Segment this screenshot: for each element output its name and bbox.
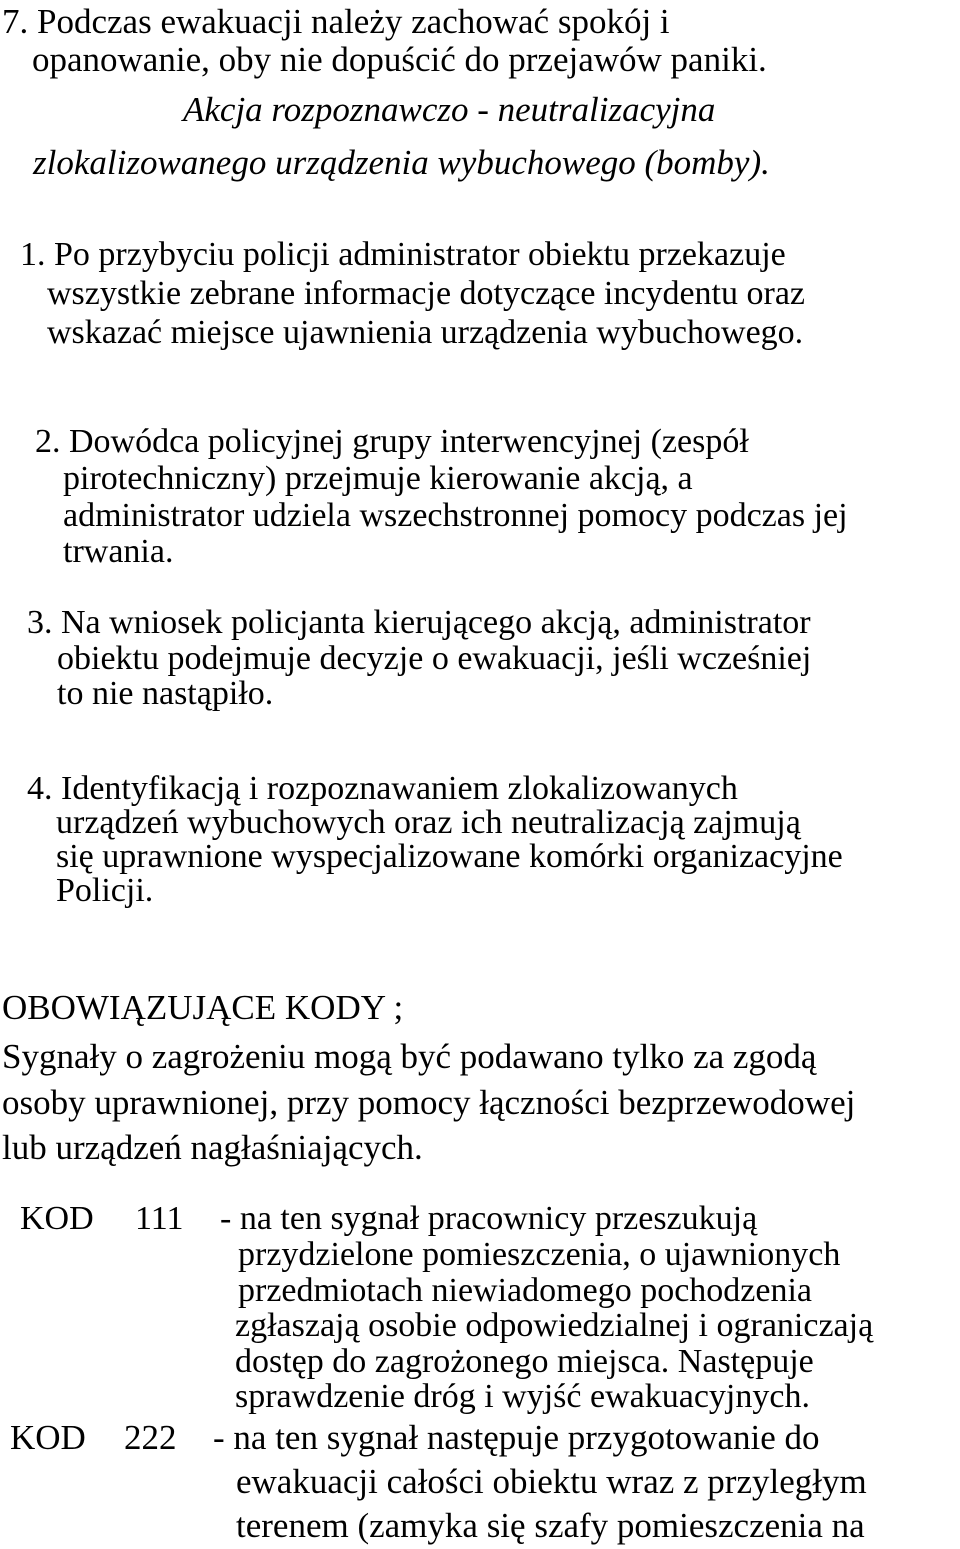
code-222-line-2: ewakuacji całości obiektu wraz z przyległym [236,1462,867,1501]
codes-intro-line-1: Sygnały o zagrożeniu mogą być podawano tylko za zgodą [2,1037,817,1076]
codes-intro-line-3: lub urządzeń nagłaśniających. [2,1128,423,1167]
step-3-line-1: 3. Na wniosek policjanta kierującego akcją, administrator [27,604,811,641]
step-2-line-2: pirotechniczny) przejmuje kierowanie akcją, a [63,460,693,497]
step-1-line-2: wszystkie zebrane informacje dotyczące incydentu oraz [47,275,806,312]
step-2-line-3: administrator udziela wszechstronnej pomocy podczas jej [63,497,848,534]
code-222-line-1: - na ten sygnał następuje przygotowanie do [213,1418,820,1457]
code-111-line-1: - na ten sygnał pracownicy przeszukują [220,1200,758,1237]
codes-intro-line-2: osoby uprawnionej, przy pomocy łączności bezprzewodowej [2,1083,856,1122]
codes-heading: OBOWIĄZUJĄCE KODY ; [2,988,404,1027]
section-heading-line-2: zlokalizowanego urządzenia wybuchowego (bomby). [33,143,770,182]
item-7-line-2: opanowanie, oby nie dopuścić do przejawów paniki. [32,40,767,79]
code-222-line-3: terenem (zamyka się szafy pomieszczenia na [236,1506,865,1545]
code-111-label: KOD [20,1200,94,1237]
code-111-line-4: zgłaszają osobie odpowiedzialnej i ograniczają [235,1307,874,1344]
step-4-line-1: 4. Identyfikacją i rozpoznawaniem zlokalizowanych [27,770,738,807]
code-222-number: 222 [124,1418,177,1457]
item-7-line-1: 7. Podczas ewakuacji należy zachować spokój i [2,2,670,41]
step-1-line-3: wskazać miejsce ujawnienia urządzenia wybuchowego. [47,314,804,351]
code-111-line-6: sprawdzenie dróg i wyjść ewakuacyjnych. [235,1378,810,1415]
section-heading-line-1: Akcja rozpoznawczo - neutralizacyjna [183,90,716,129]
step-4-line-4: Policji. [56,872,154,909]
step-4-line-2: urządzeń wybuchowych oraz ich neutralizacją zajmują [56,804,801,841]
step-3-line-3: to nie nastąpiło. [57,675,274,712]
code-111-line-5: dostęp do zagrożonego miejsca. Następuje [235,1343,814,1380]
code-222-label: KOD [10,1418,86,1457]
code-111-line-3: przedmiotach niewiadomego pochodzenia [238,1272,812,1309]
step-4-line-3: się uprawnione wyspecjalizowane komórki organizacyjne [56,838,843,875]
step-2-line-4: trwania. [63,533,174,570]
code-111-line-2: przydzielone pomieszczenia, o ujawnionych [238,1236,841,1273]
step-2-line-1: 2. Dowódca policyjnej grupy interwencyjnej (zespół [35,423,749,460]
step-3-line-2: obiektu podejmuje decyzje o ewakuacji, jeśli wcześniej [57,640,812,677]
step-1-line-1: 1. Po przybyciu policji administrator obiektu przekazuje [20,236,786,273]
code-111-number: 111 [135,1200,184,1237]
